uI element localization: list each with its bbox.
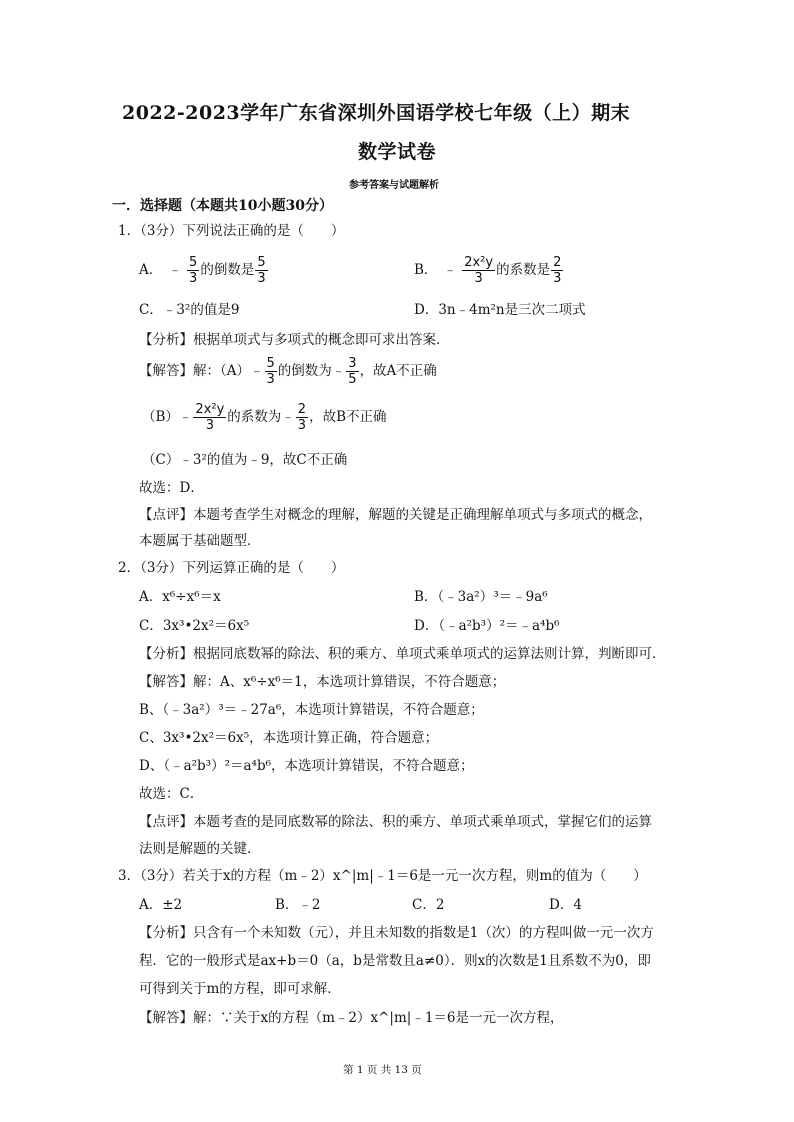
q2-option-c: C．3x³•2x²＝6x⁵ xyxy=(139,618,250,634)
page-number: 第 1 页 共 13 页 xyxy=(343,1064,422,1076)
q3-analysis-line1: 【分析】只含有一个未知数（元），并且未知数的指数是1（次）的方程叫做一元一次方 xyxy=(139,925,654,941)
q3-analysis-line3: 可得到关于m的方程，即可求解． xyxy=(139,981,341,997)
q3-option-b: B．﹣2 xyxy=(275,897,321,913)
q3-stem: 3．（3分）若关于x的方程（m﹣2）x^|m|﹣1＝6是一元一次方程，则m的值为（ ） xyxy=(118,868,647,884)
page-title-line1: 2022-2023学年广东省深圳外国语学校七年级（上）期末 xyxy=(122,102,631,124)
q1-comment-line2: 本题属于基础题型． xyxy=(139,533,261,549)
q1-stem: 1．（3分）下列说法正确的是（ ） xyxy=(118,223,345,239)
page-title-line2: 数学试卷 xyxy=(358,141,437,163)
section-heading: 一．选择题（本题共10小题30分） xyxy=(112,198,333,214)
q2-option-b: B．（﹣3a²）³＝﹣9a⁶ xyxy=(414,589,548,605)
q3-solution: 【解答】解：∵关于x的方程（m﹣2）x^|m|﹣1＝6是一元一次方程， xyxy=(139,1010,564,1026)
q1-solution-b: （B）﹣ $\frac{\text{2x²y}}{3}$ 的系数为﹣ $\frac{2}{3}$ ，故B不正确 xyxy=(142,402,387,433)
q2-comment-line1: 【点评】本题考查的是同底数幂的除法、积的乘方、单项式乘单项式，掌握它们的运算 xyxy=(139,814,652,830)
q1-solution-c: （C）﹣3²的值为﹣9，故C不正确 xyxy=(142,452,348,468)
q2-solution-d: D、（﹣a²b³）²＝a⁴b⁶，本选项计算错误，不符合题意； xyxy=(139,758,474,774)
q2-solution-b: B、（﹣3a²）³＝﹣27a⁶，本选项计算错误，不符合题意； xyxy=(139,702,484,718)
q1-answer: 故选：D． xyxy=(139,480,204,496)
q3-analysis-line2: 程．它的一般形式是ax+b＝0（a，b是常数且a≠0）．则x的次数是1且系数不为0，即 xyxy=(139,953,651,969)
q2-stem: 2．（3分）下列运算正确的是（ ） xyxy=(118,560,345,576)
q1-option-a-fraction2: $\frac{5}{3}$ xyxy=(257,255,266,286)
q1-option-b-fraction1: $\frac{\text{2x²y}}{3}$ xyxy=(464,255,494,286)
q2-option-d: D．（﹣a²b³）²＝﹣a⁴b⁶ xyxy=(414,618,560,634)
q1-option-b-fraction2: $\frac{2}{3}$ xyxy=(553,255,562,286)
page-subtitle: 参考答案与试题解析 xyxy=(349,180,439,191)
q2-solution-a: 【解答】解：A、x⁶÷x⁶＝1，本选项计算错误，不符合题意； xyxy=(139,674,506,690)
q1-option-b: B． ﹣ $\frac{\text{2x²y}}{3}$ 的系数是 $\frac{2}{3}$ xyxy=(414,255,562,286)
q2-solution-c: C、3x³•2x²＝6x⁵，本选项计算正确，符合题意； xyxy=(139,730,439,746)
q1-solution-a: 【解答】解：（A）﹣ $\frac{5}{3}$ 的倒数为﹣ $\frac{3}{5}$ ，故A不正确 xyxy=(139,356,437,387)
q1-analysis: 【分析】根据单项式与多项式的概念即可求出答案． xyxy=(139,332,450,348)
q3-option-d: D．4 xyxy=(549,897,582,913)
q1-option-d: D．3n﹣4m²n是三次二项式 xyxy=(414,302,586,318)
q1-option-a: A． ﹣ $\frac{5}{3}$ 的倒数是 $\frac{5}{3}$ xyxy=(139,255,266,286)
q2-analysis: 【分析】根据同底数幂的除法、积的乘方、单项式乘单项式的运算法则计算，判断即可． xyxy=(139,646,666,662)
q1-option-c: C．﹣3²的值是9 xyxy=(139,302,240,318)
q2-comment-line2: 法则是解题的关键． xyxy=(139,841,261,857)
q2-answer: 故选：C． xyxy=(139,786,204,802)
q3-option-a: A．±2 xyxy=(139,897,183,913)
q1-option-a-fraction1: $\frac{5}{3}$ xyxy=(189,255,198,286)
q1-comment-line1: 【点评】本题考查学生对概念的理解，解题的关键是正确理解单项式与多项式的概念， xyxy=(139,507,652,523)
q2-option-a: A．x⁶÷x⁶＝x xyxy=(139,589,221,605)
q1-option-a-label: A． xyxy=(139,262,163,278)
q3-option-c: C．2 xyxy=(412,897,445,913)
